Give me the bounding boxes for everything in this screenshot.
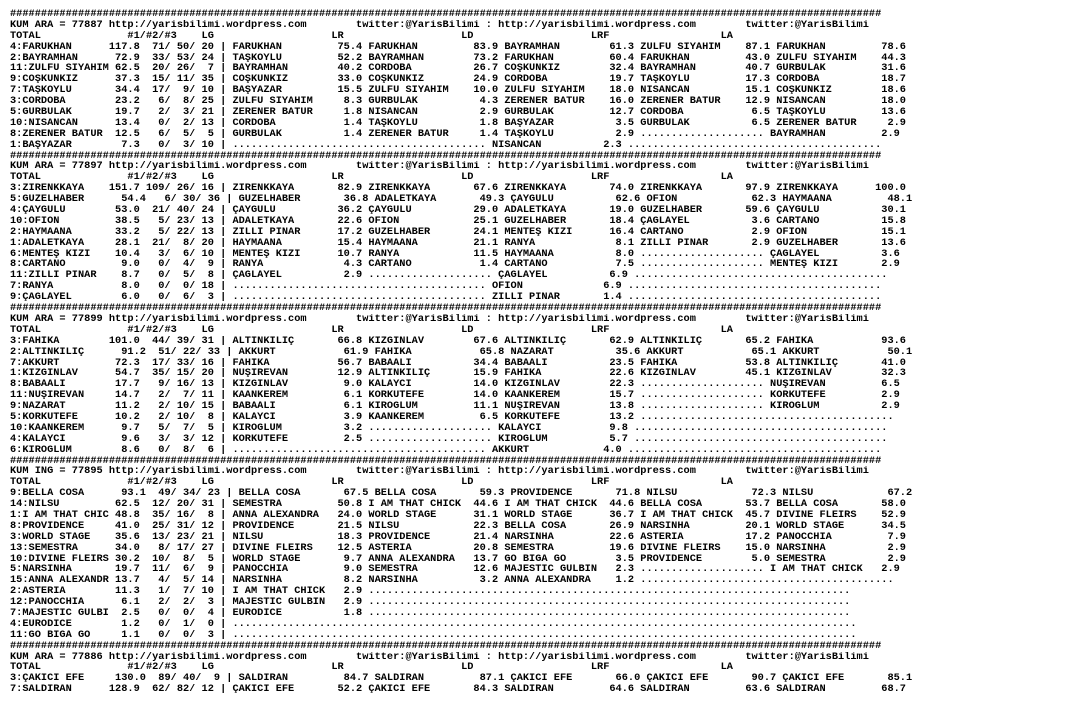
report-line: TOTAL #1/#2/#3 LG LR LD LRF LA [10,477,733,489]
report-line: 13:SEMESTRA 34.0 8/ 17/ 27 | DIVINE FLEIRS 12.5 ASTERIA 20.8 SEMESTRA 19.6 DIVINE FLEIRS 15.0 NARSINHA 2.9 [10,542,906,554]
separator-line: ############################################################################################################################################# [10,9,882,20]
report-line: 4:FARUKHAN 117.8 71/ 50/ 20 | FARUKHAN 75.4 FARUKHAN 83.9 BAYRAMHAN 61.3 ZÜLFÜ SIYAHIM 87.1 FARUKHAN 78.6 [10,41,906,53]
report-line: 10:KAANKEREM 9.7 5/ 7/ 5 | KIROĞLUM 3.2 .................... KALAYCI 9.8 ......................................... [10,422,888,434]
report-line: 5:NARSINHA 19.7 11/ 6/ 9 | PANOCCHIA 9.0 SEMESTRA 12.6 MAJESTIC GÜLBIN 2.3 .................... I AM THAT CHICK 2.9 [10,564,900,576]
report-line: 2:ASTERIA 11.3 1/ 7/ 10 | I AM THAT CHICK 2.9 .............................................................................. [10,586,851,598]
report-line: 11:GO BIGA GO 1.1 0/ 0/ 3 | ..................................................................................................... [10,629,857,641]
report-line: 15:ANNA ALEXANDR 13.7 4/ 5/ 14 | NARSINHA 8.2 NARSINHA 3.2 ANNA ALEXANDRA 1.2 ......................................... [10,575,894,587]
report-line: 7:SALDIRAN 128.9 62/ 82/ 12 | ÇAKICI EFE 52.2 ÇAKICI EFE 84.3 SALDIRAN 64.6 SALDIRAN 63.6 SALDIRAN 68.7 [10,684,906,696]
report-line: 3:ÇAKICI EFE 130.0 89/ 40/ 9 | SALDIRAN 84.7 SALDIRAN 87.1 ÇAKICI EFE 66.0 ÇAKICI EFE 90.7 ÇAKICI EFE 85.1 [10,673,913,685]
report-line: 6:MENTEŞ KIZI 10.4 3/ 6/ 10 | MENTEŞ KIZI 10.7 RANYA 11.5 HAYMAANA 8.0 .................... ÇAĞLAYEL 3.6 [10,248,900,260]
report-line: 3:ZIRENKKAYA 151.7 109/ 26/ 16 | ZIRENKKAYA 82.9 ZIRENKKAYA 67.6 ZIRENKKAYA 74.0 ZIRENKKAYA 97.9 ZIRENKKAYA 100.0 [10,183,906,195]
report-line: 4:ÇAYGÜLÜ 53.0 21/ 40/ 24 | ÇAYGÜLÜ 36.2 ÇAYGÜLÜ 29.0 ADALETKAYA 19.0 GÜZELHABER 59.6 ÇAYGÜLÜ 30.1 [10,205,906,216]
report-line: 4:KALAYCI 9.6 3/ 3/ 12 | KORKUTEFE 2.5 .................... KIROĞLUM 5.7 ......................................... [10,433,888,445]
text-report [10,9,1072,695]
report-line: KUM ARA = 77897 http://yarisbilimi.wordpress.com twitter:@YarisBilimi : http://yarisbilimi.wordpress.com twitter:@YarisBilimi [10,161,869,173]
report-line: 3:WORLD STAGE 35.6 13/ 23/ 21 | NILSU 18.3 PROVIDENCE 21.4 NARSINHA 22.6 ASTERIA 17.2 PANOCCHIA 7.9 [10,531,906,543]
report-line: 9:COŞKUNKIZ 37.3 15/ 11/ 35 | COŞKUNKIZ 33.0 COŞKUNKIZ 24.9 CORDOBA 19.7 TAŞKÖYLÜ 17.3 CORDOBA 18.7 [10,74,906,86]
report-line: 10:OFION 38.5 5/ 23/ 13 | ADALETKAYA 22.6 OFION 25.1 GÜZELHABER 18.4 ÇAĞLAYEL 3.6 CARTANO 15.8 [10,215,906,227]
report-line: TOTAL #1/#2/#3 LG LR LD LRF LA [10,172,733,184]
report-line: 11:NUŞIREVAN 14.7 2/ 7/ 11 | KAANKEREM 6.1 KORKUTEFE 14.0 KAANKEREM 15.7 .................... KORKUTEFE 2.9 [10,390,900,402]
report-line: 8:CARTANO 9.0 0/ 4/ 9 | RANYA 4.3 CARTANO 1.4 CARTANO 7.5 .................... MENTEŞ KIZI 2.9 [10,259,900,271]
report-line: 1:BAŞYAZAR 7.3 0/ 3/ 10 | ......................................... NISANCAN 2.3 ......................................... [10,139,882,151]
report-line: 11:ZILLI PINAR 8.7 0/ 5/ 8 | ÇAĞLAYEL 2.9 .................... ÇAĞLAYEL 6.9 ......................................... [10,270,888,282]
report-line: 5:KORKUTEFE 10.2 2/ 10/ 8 | KALAYCI 3.9 KAANKEREM 6.5 KORKUTEFE 13.2 ......................................... [10,411,894,423]
report-line: 1:ADALETKAYA 28.1 21/ 8/ 20 | HAYMAANA 15.4 HAYMAANA 21.1 RANYA 8.1 ZILLI PINAR 2.9 GÜZELHABER 13.6 [10,237,906,249]
report-line: TOTAL #1/#2/#3 LG LR LD LRF LA [10,324,733,336]
report-line: 8:ZERENER BATUR 12.5 6/ 5/ 5 | GÜRBULAK 1.4 ZERENER BATUR 1.4 TAŞKÖYLÜ 2.9 .................... BAYRAMHAN 2.9 [10,128,900,140]
report-line: 8:BABAALI 17.7 9/ 16/ 13 | KIZGINLAV 9.0 KALAYCI 14.0 KIZGINLAV 22.3 .................... NUŞIREVAN 6.5 [10,379,900,391]
report-line: 6:KIROĞLUM 8.6 0/ 8/ 6 | ......................................... AKKURT 4.0 ......................................... [10,444,882,456]
report-line: 1:I AM THAT CHIC 48.8 35/ 16/ 8 | ANNA ALEXANDRA 24.0 WORLD STAGE 31.1 WORLD STAGE 36.7 I AM THAT CHICK 45.7 DIVINE FLEIRS 52.9 [10,509,906,521]
report-line: 7:AKKURT 72.3 17/ 33/ 16 | FAHIKA 56.7 BABAALI 34.4 BABAALI 23.5 FAHIKA 53.8 ALTINKILIÇ 41.0 [10,357,906,369]
separator-line: ############################################################################################################################################# [10,150,882,162]
report-line: KUM ARA = 77887 http://yarisbilimi.wordpress.com twitter:@YarisBilimi : http://yarisbilimi.wordpress.com twitter:@YarisBilimi [10,19,869,31]
separator-line: ############################################################################################################################################# [10,640,882,652]
separator-line: ############################################################################################################################################# [10,303,882,314]
report-line: 11:ZÜLFÜ SIYAHIM 62.5 20/ 26/ 7 | BAYRAMHAN 40.2 CORDOBA 26.7 COŞKUNKIZ 32.4 BAYRAMHAN 40.7 GÜRBULAK 31.6 [10,63,906,75]
report-line: 2:HAYMAANA 33.2 5/ 22/ 13 | ZILLI PINAR 17.2 GÜZELHABER 24.1 MENTEŞ KIZI 16.4 CARTANO 2.9 OFION 15.1 [10,226,906,238]
report-line: KUM ING = 77895 http://yarisbilimi.wordpress.com twitter:@YarisBilimi : http://yarisbilimi.wordpress.com twitter:@YarisBilimi [10,466,869,478]
report-line: 5:GÜRBULAK 19.7 2/ 3/ 21 | ZERENER BATUR 1.8 NISANCAN 2.9 GÜRBULAK 12.7 CORDOBA 6.5 TAŞKÖYLÜ 13.6 [10,107,906,118]
report-line: TOTAL #1/#2/#3 LG LR LD LRF LA [10,30,733,42]
report-line: TOTAL #1/#2/#3 LG LR LD LRF LA [10,662,733,674]
report-line: 9:BELLA COSA 93.1 49/ 34/ 23 | BELLA COSA 67.5 BELLA COSA 59.3 PROVIDENCE 71.8 NILSU 72.3 NILSU 67.2 [10,488,913,500]
report-line: 5:GÜZELHABER 54.4 6/ 30/ 36 | GÜZELHABER 36.8 ADALETKAYA 49.3 ÇAYGÜLÜ 62.6 OFION 62.3 HAYMAANA 48.1 [10,194,913,206]
report-line: KUM ARA = 77886 http://yarisbilimi.wordpress.com twitter:@YarisBilimi : http://yarisbilimi.wordpress.com twitter:@YarisBilimi [10,651,869,663]
report-line: 9:ÇAĞLAYEL 6.0 0/ 6/ 3 | ......................................... ZILLI PINAR 1.4 ......................................... [10,292,882,304]
report-line: 8:PROVIDENCE 41.0 25/ 31/ 12 | PROVIDENCE 21.5 NILSU 22.3 BELLA COSA 26.9 NARSINHA 20.1 WORLD STAGE 34.5 [10,520,906,532]
report-line: 3:CORDOBA 23.2 6/ 8/ 25 | ZÜLFÜ SIYAHIM 8.3 GÜRBULAK 4.3 ZERENER BATUR 16.0 ZERENER BATUR 12.9 NISANCAN 18.0 [10,96,906,108]
report-line: 3:FAHIKA 101.0 44/ 39/ 31 | ALTINKILIÇ 66.8 KIZGINLAV 67.6 ALTINKILIÇ 62.9 ALTINKILIÇ 65.2 FAHIKA 93.6 [10,335,906,347]
report-line: 4:EURODICE 1.2 0/ 1/ 0 | ..................................................................................................... [10,618,857,630]
report-line: 14:NILSU 62.5 12/ 20/ 31 | SEMESTRA 50.8 I AM THAT CHICK 44.6 I AM THAT CHICK 44.6 BELLA COSA 53.7 BELLA COSA 58.0 [10,499,906,510]
report-line: KUM ARA = 77899 http://yarisbilimi.wordpress.com twitter:@YarisBilimi : http://yarisbilimi.wordpress.com twitter:@YarisBilimi [10,313,869,325]
report-line: 1:KIZGINLAV 54.7 35/ 15/ 20 | NUŞIREVAN 12.9 ALTINKILIÇ 15.9 FAHIKA 22.6 KIZGINLAV 45.1 KIZGINLAV 32.3 [10,368,906,380]
report-line: 10:DIVINE FLEIRS 30.2 10/ 8/ 5 | WORLD STAGE 9.7 ANNA ALEXANDRA 13.7 GO BIGA GO 3.5 PROVIDENCE 5.0 SEMESTRA 2.9 [10,553,906,565]
report-line: 7:RANYA 8.0 0/ 0/ 18 | ......................................... OFION 6.9 ......................................... [10,281,882,293]
report-line: 7:MAJESTIC GÜLBI 2.5 0/ 0/ 4 | EURODICE 1.8 .............................................................................. [10,607,851,619]
report-line: 10:NISANCAN 13.4 0/ 2/ 13 | CORDOBA 1.4 TAŞKÖYLÜ 1.8 BAŞYAZAR 3.5 GÜRBULAK 6.5 ZERENER BATUR 2.9 [10,117,906,129]
separator-line: ############################################################################################################################################# [10,455,882,467]
report-line: 2:BAYRAMHAN 72.9 33/ 53/ 24 | TAŞKÖYLÜ 52.2 BAYRAMHAN 73.2 FARUKHAN 60.4 FARUKHAN 43.0 ZÜLFÜ SIYAHIM 44.3 [10,52,906,64]
report-line: 9:NAZARAT 11.2 2/ 10/ 15 | BABAALI 6.1 KIROĞLUM 11.1 NUŞIREVAN 13.8 .................... KIROĞLUM 2.9 [10,401,900,412]
report-line: 12:PANOCCHIA 6.1 2/ 2/ 3 | MAJESTIC GÜLBIN 2.9 .............................................................................. [10,597,851,608]
report-line: 7:TAŞKÖYLÜ 34.4 17/ 9/ 10 | BAŞYAZAR 15.5 ZÜLFÜ SIYAHIM 10.0 ZÜLFÜ SIYAHIM 18.0 NISANCAN 15.1 COŞKUNKIZ 18.6 [10,85,906,97]
report-line: 2:ALTINKILIÇ 91.2 51/ 22/ 33 | AKKURT 61.9 FAHIKA 65.8 NAZARAT 35.6 AKKURT 65.1 AKKURT 50.1 [10,346,913,358]
